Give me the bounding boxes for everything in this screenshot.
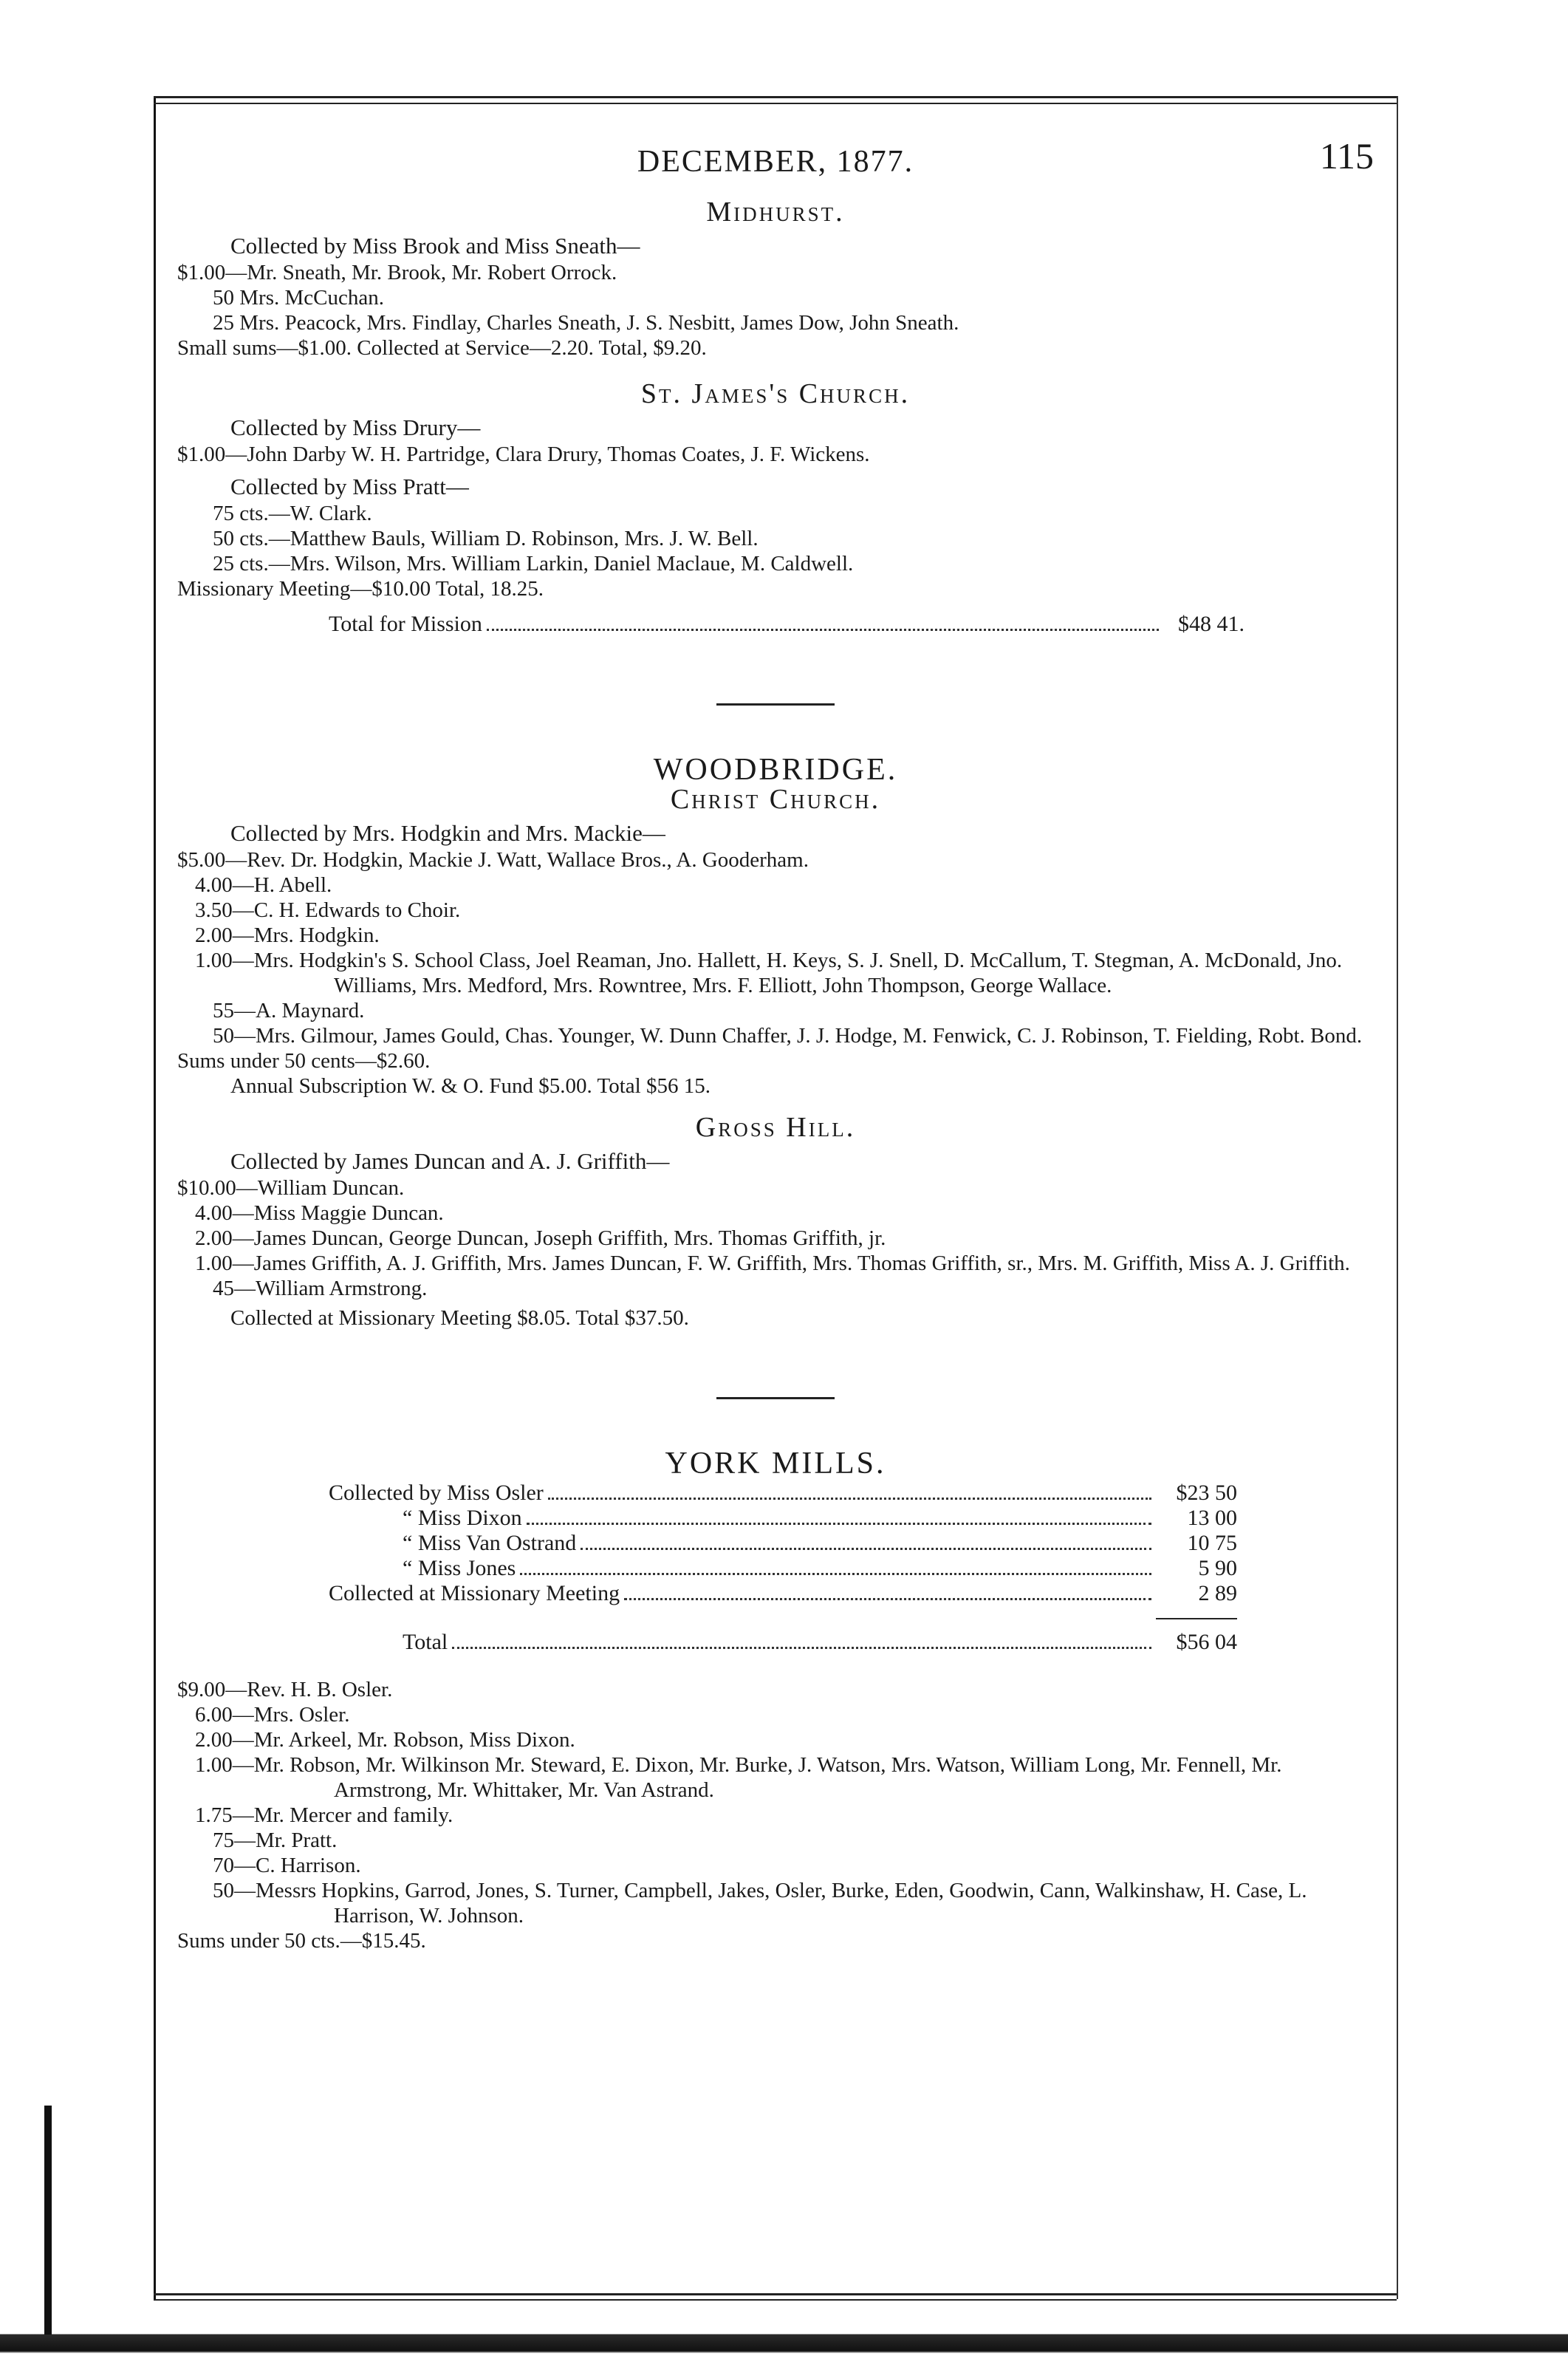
- total-value: $48 41.: [1178, 612, 1245, 636]
- row-label: Collected at Missionary Meeting: [329, 1581, 620, 1605]
- table-row: [329, 1506, 1237, 1531]
- list-item: 6.00—Mrs. Osler.: [195, 1703, 350, 1727]
- list-item: 70—C. Harrison.: [213, 1854, 361, 1877]
- list-item: 45—William Armstrong.: [213, 1277, 428, 1300]
- running-head: [177, 133, 1374, 185]
- row-label: Collected by Miss Osler: [329, 1481, 544, 1505]
- leader-dots: [452, 1647, 1151, 1649]
- section-heading-midhurst: Midhurst.: [706, 197, 845, 228]
- collector-line: Collected by Mrs. Hodgkin and Mrs. Mackie—: [230, 820, 665, 846]
- summary-line: Collected at Missionary Meeting $8.05. Total $37.50.: [230, 1306, 689, 1330]
- table-total-row: [329, 1630, 1237, 1655]
- table-row: [329, 1531, 1237, 1556]
- summary-line: Sums under 50 cts.—$15.45.: [177, 1929, 426, 1953]
- scan-edge-mark: [44, 2106, 52, 2335]
- list-item: 2.00—James Duncan, George Duncan, Joseph Griffith, Mrs. Thomas Griffith, jr.: [195, 1226, 886, 1250]
- leader-dots: [624, 1598, 1151, 1600]
- list-item: 75 cts.—W. Clark.: [213, 502, 372, 525]
- row-label: “ Miss Jones: [403, 1556, 516, 1580]
- frame-top-rule: [154, 96, 1397, 98]
- collector-line: Collected by Miss Pratt—: [230, 474, 469, 499]
- list-item: 2.00—Mrs. Hodgkin.: [195, 923, 380, 947]
- list-item: 50 Mrs. McCuchan.: [213, 286, 384, 310]
- sum-rule: [1156, 1618, 1237, 1619]
- frame-top-rule-inner: [154, 103, 1397, 104]
- frame-bottom-rule: [154, 2293, 1397, 2295]
- list-item: 4.00—Miss Maggie Duncan.: [195, 1201, 444, 1225]
- list-item: $9.00—Rev. H. B. Osler.: [177, 1678, 393, 1701]
- page-title: DECEMBER, 1877.: [637, 145, 914, 179]
- list-item: 50 cts.—Matthew Bauls, William D. Robinson, Mrs. J. W. Bell.: [213, 527, 759, 550]
- summary-line: Missionary Meeting—$10.00 Total, 18.25.: [177, 577, 544, 601]
- row-value: 5 90: [1198, 1556, 1237, 1580]
- section-divider: [716, 1397, 835, 1399]
- page-number: 115: [1319, 135, 1374, 177]
- collections-table: [329, 1481, 1237, 1655]
- table-row: [329, 1581, 1237, 1606]
- section-heading-gross-hill: Gross Hill.: [695, 1112, 856, 1143]
- total-label: Total for Mission: [329, 612, 482, 636]
- leader-dots: [548, 1498, 1151, 1500]
- list-item: 50—Mrs. Gilmour, James Gould, Chas. Younger, W. Dunn Chaffer, J. J. Hodge, M. Fenwick, C. J. Robinson, T. Fielding, Robt. Bond.: [213, 1024, 1363, 1048]
- row-value: $23 50: [1176, 1481, 1237, 1505]
- leader-dots: [581, 1548, 1151, 1550]
- list-item: 1.00—Mr. Robson, Mr. Wilkinson Mr. Steward, E. Dixon, Mr. Burke, J. Watson, Mrs. Watson, William Long, Mr. Fennell, Mr. Armstrong, Mr. Whittaker, Mr. Van Astrand.: [195, 1753, 1282, 1802]
- collector-line: Collected by Miss Drury—: [230, 414, 481, 440]
- table-row: [329, 1556, 1237, 1581]
- list-item: 1.00—Mrs. Hodgkin's S. School Class, Joel Reaman, Jno. Hallett, H. Keys, S. J. Snell, D. McCallum, T. Stegman, A. McDonald, Jno. Williams, Mrs. Medford, Mrs. Rowntree, Mrs. F. Elliott, John Thompson, George Wallace.: [195, 949, 1343, 997]
- row-value: 2 89: [1198, 1581, 1237, 1605]
- summary-line: Sums under 50 cents—$2.60.: [177, 1049, 431, 1073]
- mission-total-row: [329, 612, 1245, 637]
- list-item: 4.00—H. Abell.: [195, 873, 332, 897]
- list-item: $1.00—Mr. Sneath, Mr. Brook, Mr. Robert Orrock.: [177, 261, 617, 284]
- list-item: 75—Mr. Pratt.: [213, 1829, 338, 1852]
- row-label: “ Miss Van Ostrand: [403, 1531, 577, 1555]
- list-item: $5.00—Rev. Dr. Hodgkin, Mackie J. Watt, Wallace Bros., A. Gooderham.: [177, 848, 809, 872]
- list-item: 25 Mrs. Peacock, Mrs. Findlay, Charles Sneath, J. S. Nesbitt, James Dow, John Sneath.: [213, 311, 959, 335]
- collector-line: Collected by James Duncan and A. J. Griffith—: [230, 1148, 670, 1174]
- summary-line: Small sums—$1.00. Collected at Service—2.20. Total, $9.20.: [177, 336, 707, 360]
- list-item: 1.00—James Griffith, A. J. Griffith, Mrs. James Duncan, F. W. Griffith, Mrs. Thomas Griffith, sr., Mrs. M. Griffith, Miss A. J. Griffith.: [195, 1252, 1350, 1275]
- leader-dots: [527, 1523, 1151, 1525]
- frame-bottom-rule-inner: [154, 2299, 1397, 2301]
- section-heading-st-james: St. James's Church.: [640, 378, 911, 409]
- table-row: [329, 1481, 1237, 1506]
- total-label: Total: [403, 1630, 448, 1654]
- row-label: “ Miss Dixon: [403, 1506, 522, 1530]
- subheading-christ-church: Christ Church.: [670, 784, 881, 815]
- section-divider: [716, 703, 835, 706]
- list-item: 25 cts.—Mrs. Wilson, Mrs. William Larkin, Daniel Maclaue, M. Caldwell.: [213, 552, 854, 576]
- list-item: 2.00—Mr. Arkeel, Mr. Robson, Miss Dixon.: [195, 1728, 575, 1752]
- collector-line: Collected by Miss Brook and Miss Sneath—: [230, 233, 640, 259]
- scan-edge-band: [0, 2318, 1568, 2373]
- total-value: $56 04: [1176, 1630, 1237, 1654]
- list-item: 1.75—Mr. Mercer and family.: [195, 1803, 453, 1827]
- list-item: 50—Messrs Hopkins, Garrod, Jones, S. Turner, Campbell, Jakes, Osler, Burke, Eden, Goodwin, Cann, Walkinshaw, H. Case, L. Harrison, W. Johnson.: [213, 1879, 1307, 1928]
- list-item: 3.50—C. H. Edwards to Choir.: [195, 898, 461, 922]
- section-heading-woodbridge: WOODBRIDGE.: [653, 753, 898, 787]
- list-item: $1.00—John Darby W. H. Partridge, Clara Drury, Thomas Coates, J. F. Wickens.: [177, 443, 870, 466]
- list-item: 55—A. Maynard.: [213, 999, 365, 1022]
- leader-dots: [487, 629, 1159, 631]
- row-value: 13 00: [1187, 1506, 1237, 1530]
- section-heading-york-mills: YORK MILLS.: [665, 1447, 886, 1481]
- summary-line: Annual Subscription W. & O. Fund $5.00. Total $56 15.: [230, 1074, 711, 1098]
- page-content: [177, 133, 1374, 1953]
- leader-dots: [520, 1573, 1151, 1575]
- list-item: $10.00—William Duncan.: [177, 1176, 405, 1200]
- row-value: 10 75: [1187, 1531, 1237, 1555]
